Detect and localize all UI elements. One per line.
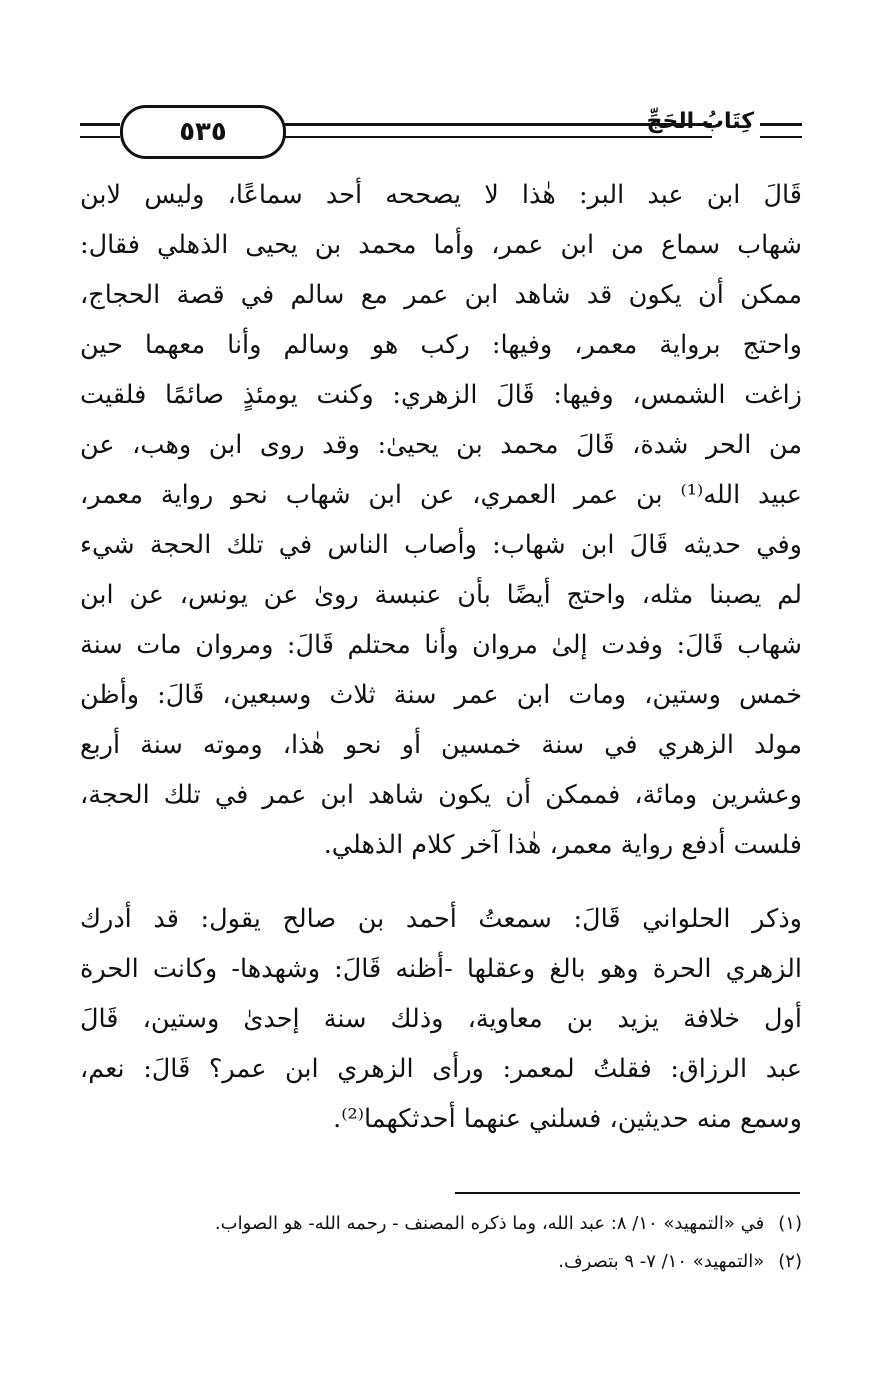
text-line: وذكر الحلواني قَالَ: سمعتُ أحمد بن صالح يقول: قد أدرك	[80, 904, 802, 934]
text-line: شهاب قَالَ: وفدت إلىٰ مروان وأنا محتلم قَالَ: ومروان مات سنة	[80, 630, 802, 660]
text-line: أول خلافة يزيد بن معاوية، وذلك سنة إحدىٰ وستين، قَالَ	[80, 1004, 802, 1034]
text-line: وعشرين ومائة، فممكن أن يكون شاهد ابن عمر في تلك الحجة،	[80, 780, 802, 810]
text-line: مولد الزهري في سنة خمسين أو نحو هٰذا، وموته سنة أربع	[80, 730, 802, 760]
footnote-text: في «التمهيد» ١٠/ ٨: عبد الله، وما ذكره المصنف - رحمه الله- هو الصواب.	[214, 1213, 765, 1234]
footnote	[80, 1205, 802, 1243]
text-line: خمس وستين، ومات ابن عمر سنة ثلاث وسبعين، قَالَ: وأظن	[80, 680, 802, 710]
text-line: قَالَ ابن عبد البر: هٰذا لا يصححه أحد سماعًا، وليس لابن	[80, 180, 802, 210]
footnotes	[80, 1205, 802, 1281]
footnote-number: (١)	[778, 1213, 802, 1234]
paragraph	[80, 170, 802, 870]
footnote-number: (٢)	[778, 1251, 802, 1272]
main-text	[80, 170, 802, 1144]
text-line: من الحر شدة، قَالَ محمد بن يحيىٰ: وقد روى ابن وهب، عن	[80, 430, 802, 460]
text-line: عبيد الله⁽¹⁾ بن عمر العمري، عن ابن شهاب نحو رواية معمر،	[80, 480, 802, 510]
header-rule-left	[80, 123, 120, 138]
text-line: الزهري الحرة وهو بالغ وعقلها -أظنه قَالَ: وشهدها- وكانت الحرة	[80, 954, 802, 984]
page-number-badge	[120, 105, 286, 159]
text-line: شهاب سماع من ابن عمر، وأما محمد بن يحيى الذهلي فقال:	[80, 230, 802, 260]
text-line: وفي حديثه قَالَ ابن شهاب: وأصاب الناس في تلك الحجة شيء	[80, 530, 802, 560]
page-header	[80, 95, 802, 175]
text-line: ممكن أن يكون قد شاهد ابن عمر مع سالم في قصة الحجاج،	[80, 280, 802, 310]
text-line: فلست أدفع رواية معمر، هٰذا آخر كلام الذهلي.	[323, 830, 802, 860]
footnote-separator	[455, 1192, 800, 1194]
running-title: كِتَابُ الحَجِّ	[646, 109, 754, 134]
text-line: عبد الرزاق: فقلتُ لمعمر: ورأى الزهري ابن عمر؟ قَالَ: نعم،	[80, 1054, 802, 1084]
text-line: زاغت الشمس، وفيها: قَالَ الزهري: وكنت يومئذٍ صائمًا فلقيت	[80, 380, 802, 410]
header-rule-right	[760, 123, 802, 138]
paragraph	[80, 894, 802, 1144]
page-number: ٥٣٥	[179, 117, 227, 147]
text-line: لم يصبنا مثله، واحتج أيضًا بأن عنبسة روىٰ عن يونس، عن ابن	[80, 580, 802, 610]
footnote-text: «التمهيد» ١٠/ ٧- ٩ بتصرف.	[558, 1251, 765, 1272]
footnote	[80, 1243, 802, 1281]
text-line: واحتج برواية معمر، وفيها: ركب هو وسالم وأنا معهما حين	[80, 330, 802, 360]
text-line: وسمع منه حديثين، فسلني عنهما أحدثكهما⁽²⁾.	[333, 1104, 802, 1134]
